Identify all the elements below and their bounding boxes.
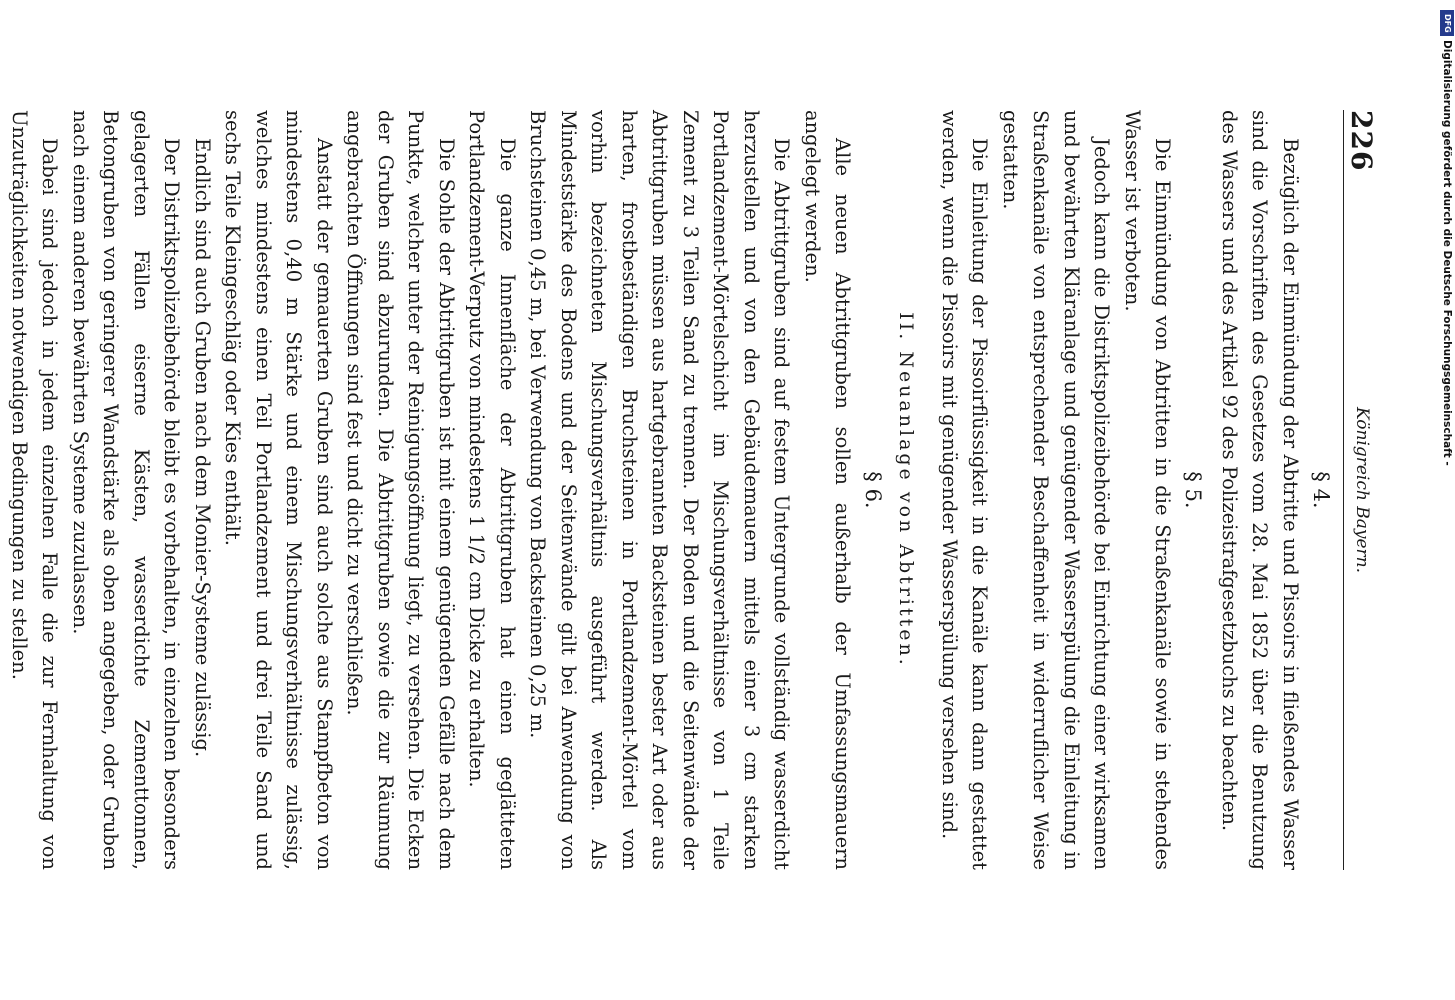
paragraph: Dabei sind jedoch in jedem einzelnen Falle die zur Fernhaltung von Unzuträglichkeiten notwendigen Bedingungen zu stellen. bbox=[8, 110, 62, 870]
section-heading: § 5. bbox=[1181, 471, 1206, 509]
page-number: 226 bbox=[1345, 110, 1378, 172]
paragraph: Die Sohle der Abtrittgruben ist mit einem genügenden Gefälle nach dem Punkte, welcher unter der Reinigungsöffnung liegt, zu versehen. Die Ecken der Gruben sind abzurunden. Die Abtrittgruben sowie die zur Räumung angebrachten Öffnungen sind fest und dicht zu verschließen. bbox=[343, 110, 458, 870]
chapter-heading: II. Neuanlage von Abtritten. bbox=[895, 312, 918, 668]
paragraph: Bezüglich der Einmündung der Abtritte und Pissoirs in fließendes Wasser sind die Vorschriften des Gesetzes vom 28. Mai 1852 über die Benutzung des Wassers und des Artikel 92 des Polizeistrafgesetzbuchs zu beachten. bbox=[1218, 110, 1302, 870]
paragraph: Die Einleitung der Pissoirflüssigkeit in die Kanäle kann dann gestattet werden, wenn die Pissoirs mit genügender Wasserspülung versehen sind. bbox=[938, 110, 992, 870]
section-heading: § 6. bbox=[861, 471, 886, 509]
dfg-logo: DFG bbox=[1440, 10, 1454, 36]
digitization-notice: Digitalisierung gefördert durch die Deutsche Forschungsgemeinschaft - bbox=[1441, 40, 1453, 466]
document-page bbox=[8, 110, 1380, 870]
paragraph: Endlich sind auch Gruben nach dem Monier-Systeme zulässig. bbox=[191, 138, 214, 758]
digitization-stamp bbox=[1440, 10, 1454, 466]
paragraph: Anstatt der gemauerten Gruben sind auch solche aus Stampfbeton von mindestens 0,40 m Stärke und einem Mischungsverhältnisse zulässig, welches mindestens einen Teil Portlandzement und drei Teile Sand und sechs Teile Kleingeschläg oder Kies enthält. bbox=[221, 110, 336, 870]
section-heading: § 4. bbox=[1309, 471, 1333, 509]
running-head bbox=[1343, 110, 1380, 870]
paragraph: Die Abtrittgruben sind auf festem Untergrunde vollständig wasserdicht herzustellen und von den Gebäudemauern mittels einer 3 cm starken Portlandzement-Mörtelschicht im Mischungsverhältnisse von 1 Teile Zement zu 3 Teilen Sand zu trennen. Der Boden und die Seitenwände der Abtrittgruben müssen aus hartgebrannten Backsteinen bester Art oder aus harten, frostbeständigen Bruchsteinen in Portlandzement-Mörtel vom vorhin bezeichneten Mischungsverhältnis ausgeführt werden. Als Mindeststärke des Bodens und der Seitenwände gilt bei Anwendung von Bruchsteinen 0,45 m, bei Verwendung von Backsteinen 0,25 m. bbox=[526, 110, 794, 870]
paragraph: Jedoch kann die Distriktspolizeibehörde bei Einrichtung einer wirksamen und bewährten Kläranlage und genügender Wasserspülung die Einleitung in Straßenkanäle von entsprechender Beschaffenheit in widerruflicher Weise gestatten. bbox=[999, 110, 1114, 870]
paragraph: Die Einmündung von Abtritten in die Straßenkanäle sowie in stehendes Wasser ist verboten. bbox=[1121, 110, 1175, 870]
paragraph: Alle neuen Abtrittgruben sollen außerhalb der Umfassungsmauern angelegt werden. bbox=[801, 110, 855, 870]
paragraph: Der Distriktspolizeibehörde bleibt es vorbehalten, in einzelnen besonders gelagerten Fällen eiserne Kästen, wasserdichte Zementtonnen, Betongruben von geringerer Wandstärke als oben angegeben, oder Gruben nach einem anderen bewährten Systeme zuzulassen. bbox=[69, 110, 184, 870]
paragraph: Die ganze Innenfläche der Abtrittgruben hat einen geglätteten Portlandzement-Verputz von mindestens 1 1/2 cm Dicke zu erhalten. bbox=[465, 110, 519, 870]
running-title: Königreich Bayern. bbox=[1352, 406, 1372, 573]
